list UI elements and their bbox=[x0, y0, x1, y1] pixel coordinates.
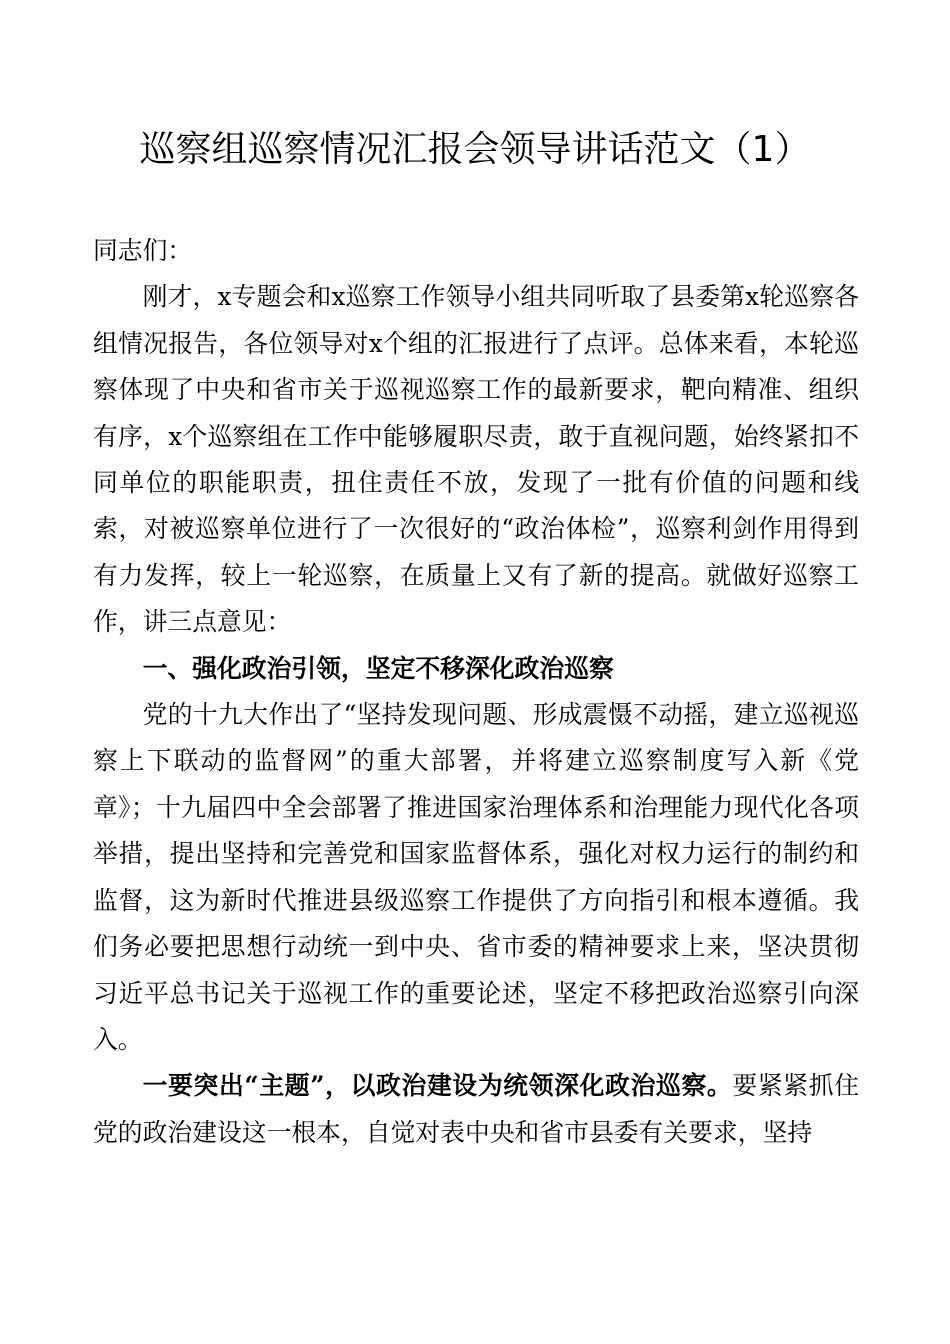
salutation: 同志们： bbox=[93, 236, 193, 265]
section-1-paragraph: 党的十九大作出了“坚持发现问题、形成震慑不动摇，建立巡视巡察上下联动的监督网”的重大部署，并将建立巡察制度写入新《党章》；十九届四中全会部署了推进国家治理体系和治理能力现代化各项举措，提出坚持和完善党和国家监督体系，强化对权力运行的制约和监督，这为新时代推进县级巡察工作提供了方向指引和根本遵循。我们务必要把思想行动统一到中央、省市委的精神要求上来，坚决贯彻习近平总书记关于巡视工作的重要论述，坚定不移把政治巡察引向深入。 bbox=[93, 700, 859, 1054]
document-title: 巡察组巡察情况汇报会领导讲话范文（1） bbox=[139, 129, 811, 170]
intro-paragraph: 刚才，x专题会和x巡察工作领导小组共同听取了县委第x轮巡察各组情况报告，各位领导对x个组的汇报进行了点评。总体来看，本轮巡察体现了中央和省市关于巡视巡察工作的最新要求，靶向精准、组织有序，x个巡察组在工作中能够履职尽责，敢于直视问题，始终紧扣不同单位的职能职责，扭住责任不放，发现了一批有价值的问题和线索，对被巡察单位进行了一次很好的“政治体检”，巡察利剑作用得到有力发挥，较上一轮巡察，在质量上又有了新的提高。就做好巡察工作，讲三点意见： bbox=[93, 282, 859, 637]
point-1-text: 要紧紧抓住党的政治建设这一根本，自觉对表中央和省市县委有关要求，坚持 bbox=[93, 1071, 859, 1147]
section-heading-1: 一、强化政治引领，坚定不移深化政治巡察 bbox=[142, 653, 614, 683]
point-1-paragraph bbox=[93, 1063, 859, 1156]
point-1-lead: 一要突出“主题”，以政治建设为统领深化政治巡察。 bbox=[142, 1071, 733, 1101]
document-body bbox=[93, 228, 859, 1156]
